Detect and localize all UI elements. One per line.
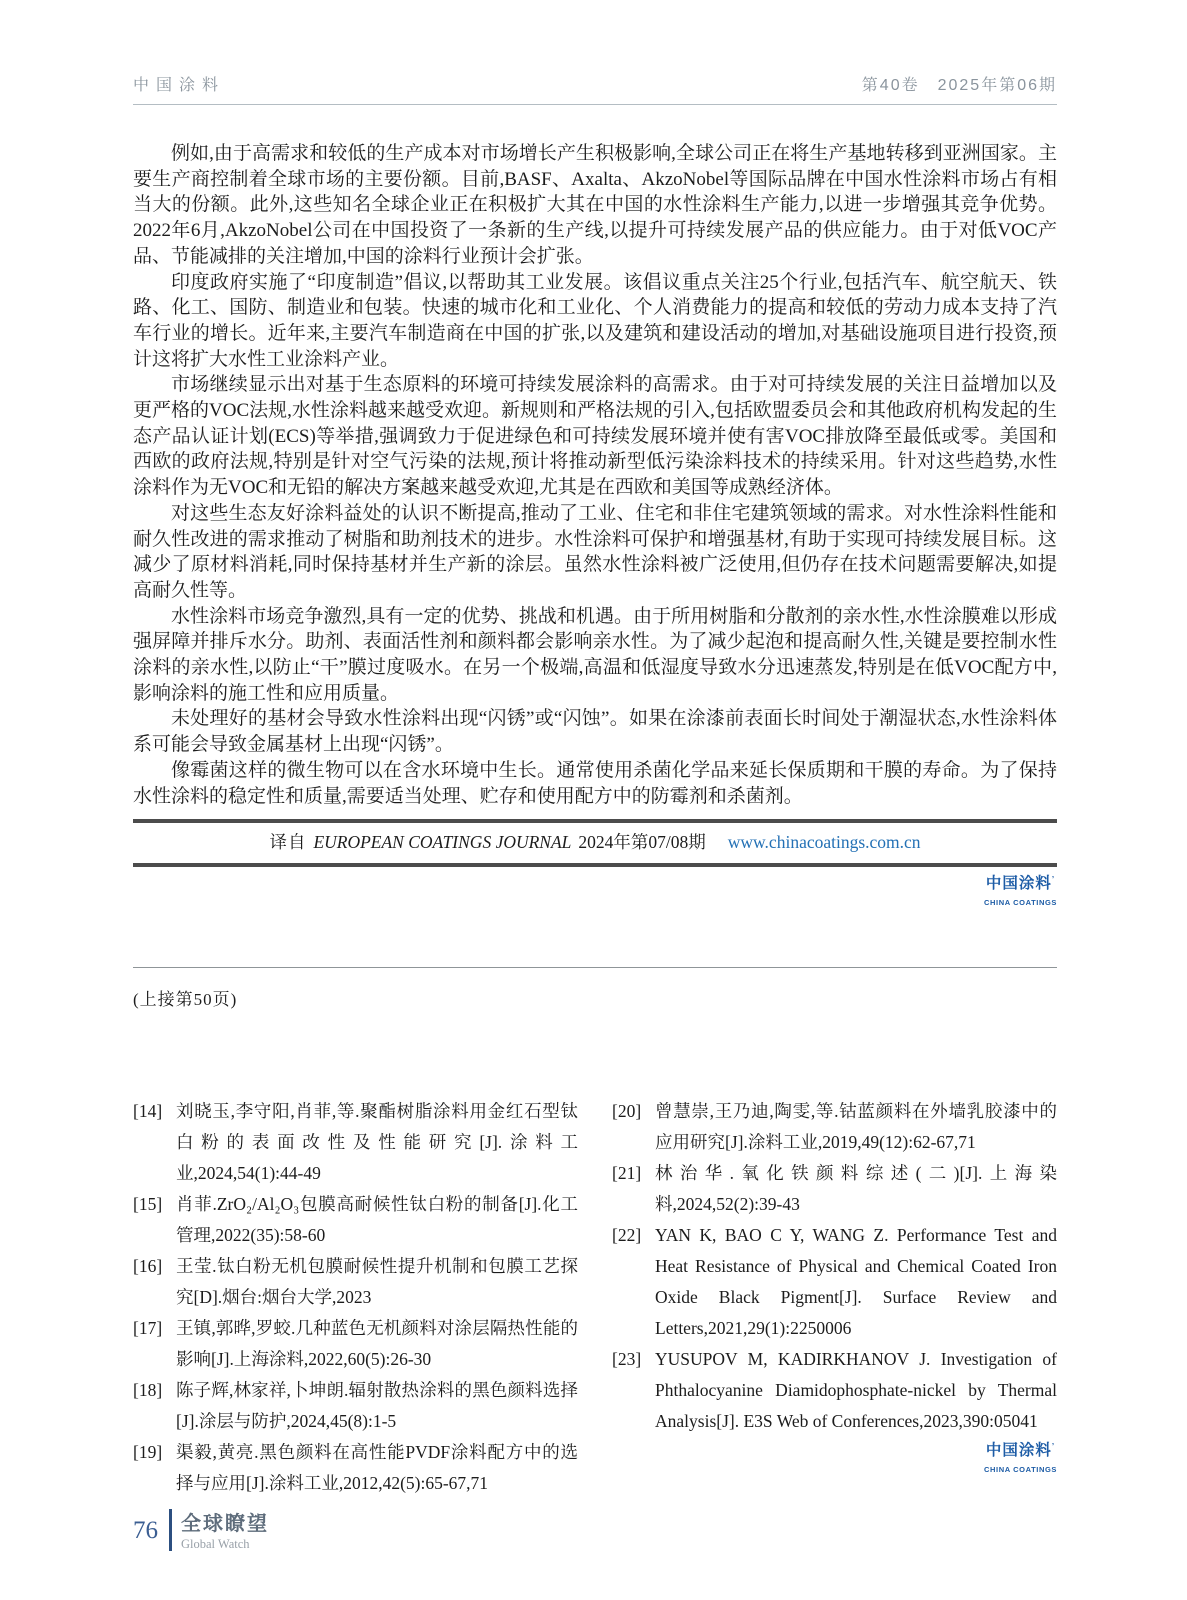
logo-trademark-mark: ’ (1051, 1442, 1056, 1452)
translation-note (133, 819, 1057, 867)
reference-number: [20] (612, 1101, 642, 1122)
logo-en-label: CHINA COATINGS (984, 898, 1057, 908)
continuation-note: (上接第50页) (133, 990, 238, 1010)
reference-item (612, 1220, 1057, 1344)
logo-row (133, 876, 1057, 910)
body-paragraph: 像霉菌这样的微生物可以在含水环境中生长。通常使用杀菌化学品来延长保质期和干膜的寿命。为了保持水性涂料的稳定性和质量,需要适当处理、贮存和使用配方中的防霉剂和杀菌剂。 (133, 759, 1057, 807)
logo-en-label: CHINA COATINGS (984, 1465, 1057, 1475)
article-body (133, 141, 1057, 809)
source-journal-label: EUROPEAN COATINGS JOURNAL (313, 832, 572, 853)
footer-section-title: 全球瞭望 (181, 1513, 269, 1535)
reference-item (133, 1375, 578, 1437)
footer-section-subtitle: Global Watch (181, 1537, 250, 1551)
journal-name-label: 中国涂料 (133, 77, 226, 94)
logo-trademark-mark: ’ (1051, 875, 1056, 885)
reference-text: 肖菲.ZrO₂/Al₂O₃包膜高耐候性钛白粉的制备[J].化工管理,2022(35):58-60 (176, 1194, 578, 1246)
reference-text: 刘晓玉,李守阳,肖菲,等.聚酯树脂涂料用金红石型钛白粉的表面改性及性能研究[J].涂料工业,2024,54(1):44-49 (176, 1101, 578, 1184)
section-divider (133, 967, 1057, 968)
footer-divider-bar (169, 1509, 172, 1551)
logo-cn-label: 中国涂料’ (985, 875, 1056, 893)
issue-info-label: 第40卷 2025年第06期 (861, 77, 1057, 94)
reference-text: 林治华.氧化铁颜料综述(二)[J].上海染料,2024,52(2):39-43 (655, 1163, 1057, 1215)
reference-item (612, 1344, 1057, 1437)
logo-cn-label: 中国涂料’ (985, 1442, 1056, 1460)
body-paragraph: 未处理好的基材会导致水性涂料出现“闪锈”或“闪蚀”。如果在涂漆前表面长时间处于潮湿状态,水性涂料体系可能会导致金属基材上出现“闪锈”。 (133, 708, 1057, 756)
logo-row (612, 1443, 1057, 1477)
footer-section (181, 1507, 269, 1552)
reference-number: [14] (133, 1101, 163, 1122)
reference-text: 王莹.钛白粉无机包膜耐候性提升机制和包膜工艺探究[D].烟台:烟台大学,2023 (176, 1256, 578, 1308)
source-issue-label: 2024年第07/08期 (578, 832, 706, 853)
reference-item (612, 1158, 1057, 1220)
china-coatings-logo (984, 876, 1057, 910)
reference-number: [16] (133, 1256, 163, 1277)
page-footer (133, 1507, 269, 1552)
body-paragraph: 水性涂料市场竞争激烈,具有一定的优势、挑战和机遇。由于所用树脂和分散剂的亲水性,水性涂膜难以形成强屏障并排斥水分。助剂、表面活性剂和颜料都会影响亲水性。为了减少起泡和提高耐久性,关键是要控制水性涂料的亲水性,以防止“干”膜过度吸水。在另一个极端,高温和低湿度导致水分迅速蒸发,特别是在低VOC配方中,影响涂料的施工性和应用质量。 (133, 605, 1057, 704)
footer-page-number: 76 (133, 1517, 158, 1544)
reference-text: 陈子辉,林家祥,卜坤朗.辐射散热涂料的黑色颜料选择[J].涂层与防护,2024,45(8):1-5 (176, 1380, 578, 1432)
references-list (133, 1096, 1057, 1499)
reference-number: [23] (612, 1349, 642, 1370)
reference-number: [22] (612, 1225, 642, 1246)
reference-number: [19] (133, 1442, 163, 1463)
reference-item (612, 1096, 1057, 1158)
body-paragraph: 例如,由于高需求和较低的生产成本对市场增长产生积极影响,全球公司正在将生产基地转移到亚洲国家。主要生产商控制着全球市场的主要份额。目前,BASF、Axalta、AkzoNobel等国际品牌在中国水性涂料市场占有相当大的份额。此外,这些知名全球企业正在积极扩大其在中国的水性涂料生产能力,以进一步增强其竞争优势。2022年6月,AkzoNobel公司在中国投资了一条新的生产线,以提升可持续发展产品的供应能力。由于对低VOC产品、节能减排的关注增加,中国的涂料行业预计会扩张。 (133, 143, 1057, 267)
reference-item (133, 1251, 578, 1313)
reference-text: 渠毅,黄亮.黑色颜料在高性能PVDF涂料配方中的选择与应用[J].涂料工业,2012,42(5):65-67,71 (176, 1442, 578, 1494)
reference-item (133, 1189, 578, 1251)
body-paragraph: 对这些生态友好涂料益处的认识不断提高,推动了工业、住宅和非住宅建筑领域的需求。对水性涂料性能和耐久性改进的需求推动了树脂和助剂技术的进步。水性涂料可保护和增强基材,有助于实现可持续发展目标。这减少了原材料消耗,同时保持基材并生产新的涂层。虽然水性涂料被广泛使用,但仍存在技术问题需要解决,如提高耐久性等。 (133, 502, 1057, 601)
website-link[interactable]: www.chinacoatings.com.cn (727, 832, 921, 853)
reference-number: [21] (612, 1163, 642, 1184)
reference-text: YAN K, BAO C Y, WANG Z. Performance Test and Heat Resistance of Physical and Chemical Coated Iron Oxide Black Pigment[J]. Surface Review and Letters,2021,29(1):2250006 (655, 1225, 1057, 1339)
reference-item (133, 1096, 578, 1189)
china-coatings-logo (984, 1443, 1057, 1477)
body-paragraph: 市场继续显示出对基于生态原料的环境可持续发展涂料的高需求。由于对可持续发展的关注日益增加以及更严格的VOC法规,水性涂料越来越受欢迎。新规则和严格法规的引入,包括欧盟委员会和其他政府机构发起的生态产品认证计划(ECS)等举措,强调致力于促进绿色和可持续发展环境并使有害VOC排放降至最低或零。美国和西欧的政府法规,特别是针对空气污染的法规,预计将推动新型低污染涂料技术的持续采用。针对这些趋势,水性涂料作为无VOC和无铅的解决方案越来越受欢迎,尤其是在西欧和美国等成熟经济体。 (133, 374, 1057, 499)
translated-from-label: 译自 (269, 832, 307, 853)
reference-text: YUSUPOV M, KADIRKHANOV J. Investigation of Phthalocyanine Diamidophosphate-nickel by Thermal Analysis[J]. E3S Web of Conferences,2023,390:05041 (655, 1349, 1057, 1432)
reference-item (133, 1437, 578, 1499)
reference-item (133, 1313, 578, 1375)
reference-text: 曾慧崇,王乃迪,陶雯,等.钴蓝颜料在外墙乳胶漆中的应用研究[J].涂料工业,2019,49(12):62-67,71 (655, 1101, 1057, 1153)
reference-number: [15] (133, 1194, 163, 1215)
references-left-column (133, 1096, 578, 1499)
reference-number: [18] (133, 1380, 163, 1401)
body-paragraph: 印度政府实施了“印度制造”倡议,以帮助其工业发展。该倡议重点关注25个行业,包括汽车、航空航天、铁路、化工、国防、制造业和包装。快速的城市化和工业化、个人消费能力的提高和较低的劳动力成本支持了汽车行业的增长。近年来,主要汽车制造商在中国的扩张,以及建筑和建设活动的增加,对基础设施项目进行投资,预计这将扩大水性工业涂料产业。 (133, 271, 1057, 370)
page-header (133, 72, 1057, 105)
reference-text: 王镇,郭晔,罗蛟.几种蓝色无机颜料对涂层隔热性能的影响[J].上海涂料,2022,60(5):26-30 (176, 1318, 578, 1370)
references-right-column (612, 1096, 1057, 1499)
reference-number: [17] (133, 1318, 163, 1339)
